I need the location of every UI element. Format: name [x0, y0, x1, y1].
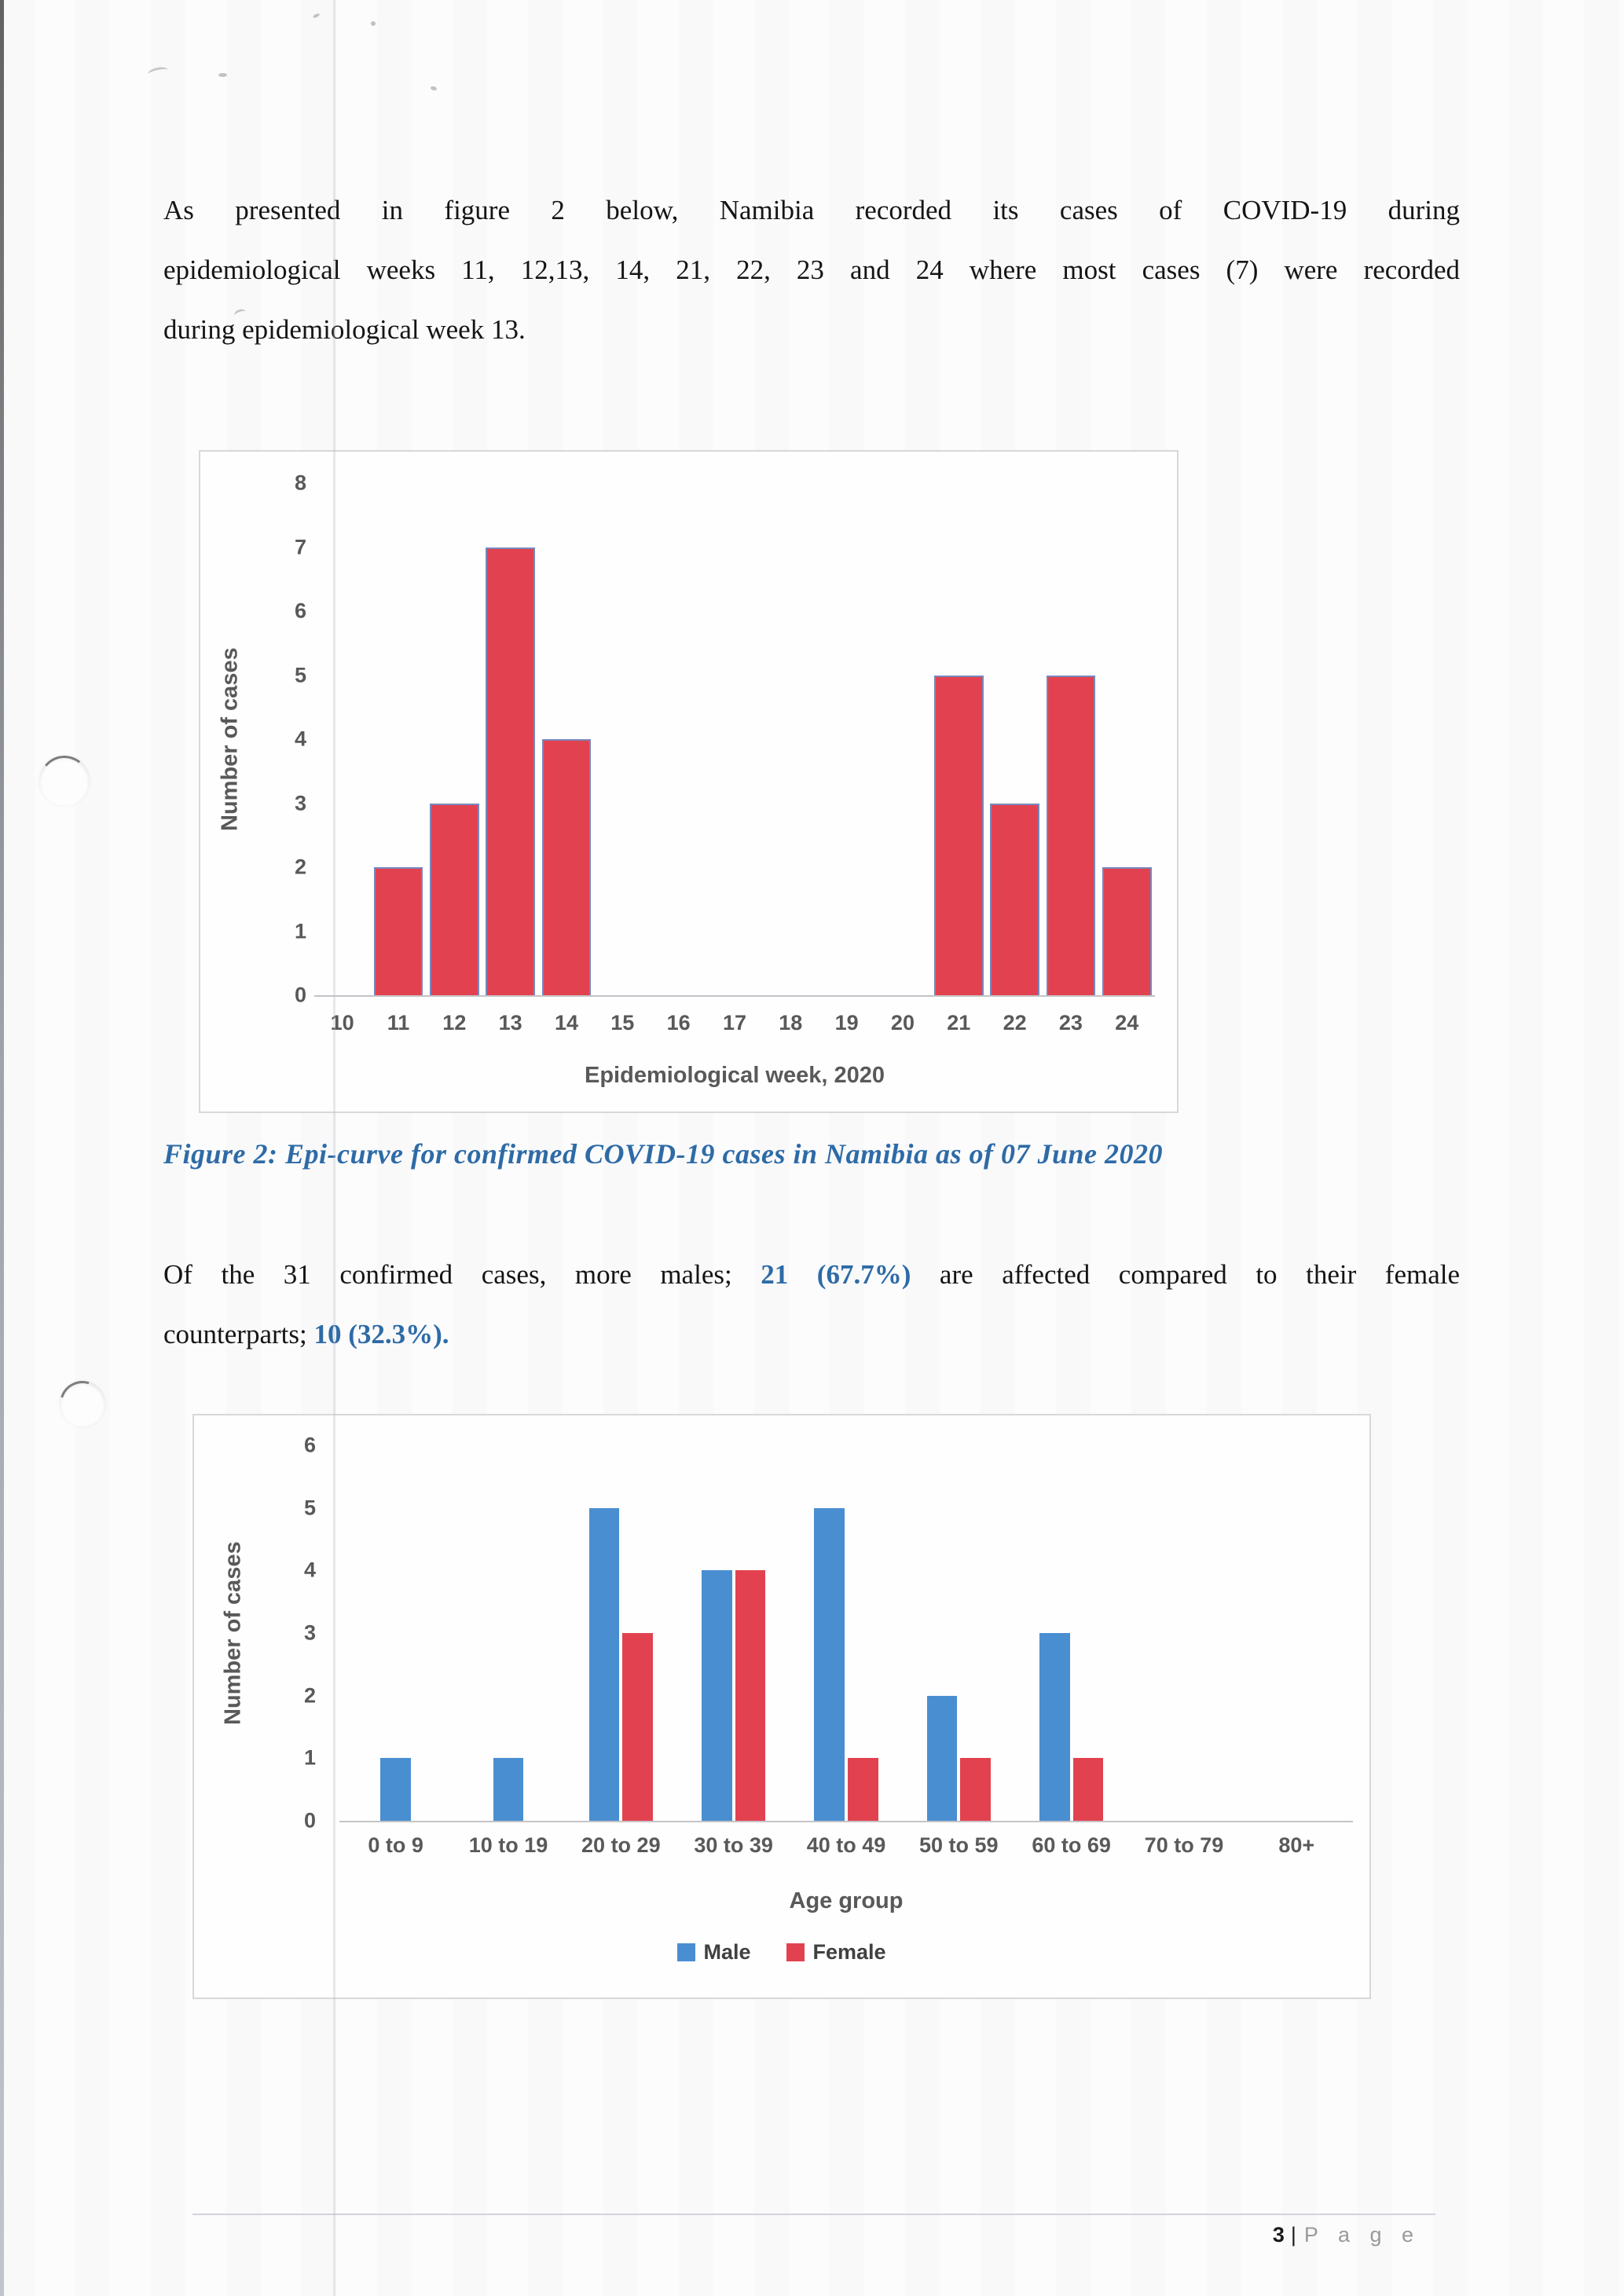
- scan-speck: [313, 13, 321, 18]
- y-tick-6: 6: [294, 599, 306, 623]
- bar-cases-11: [374, 867, 423, 995]
- category-slot-80+: [1241, 1445, 1353, 1821]
- text-segment: are affected compared to their female: [911, 1259, 1461, 1290]
- x-tick-70-to-79: 70 to 79: [1144, 1833, 1224, 1857]
- scan-speck: [430, 86, 437, 91]
- x-axis-ticks: [339, 1833, 1353, 1858]
- chart-legend: [194, 1940, 1369, 1965]
- category-slot-70 to 79: [1127, 1445, 1240, 1821]
- category-slot-50 to 59: [903, 1445, 1015, 1821]
- scan-line-artifact: [333, 0, 335, 2296]
- legend-label-female: Female: [812, 1940, 886, 1964]
- y-axis-ticks: [269, 1433, 316, 1833]
- plot-area: [314, 483, 1155, 997]
- bar-female-50-to-59: [960, 1758, 991, 1821]
- x-tick-13: 13: [498, 1011, 522, 1034]
- category-slot-10: [314, 483, 370, 995]
- text-segment: counterparts;: [163, 1319, 314, 1349]
- bar-cases-24: [1102, 867, 1152, 995]
- bar-male-20-to-29: [589, 1508, 620, 1821]
- y-tick-0: 0: [294, 983, 306, 1007]
- y-tick-4: 4: [303, 1558, 316, 1582]
- page-number: 3: [1272, 2223, 1285, 2247]
- x-tick-22: 22: [1003, 1011, 1027, 1034]
- bar-male-60-to-69: [1039, 1633, 1070, 1821]
- x-tick-50-to-59: 50 to 59: [919, 1833, 999, 1857]
- x-tick-18: 18: [779, 1011, 803, 1034]
- x-tick-20-to-29: 20 to 29: [581, 1833, 661, 1857]
- x-tick-10-to-19: 10 to 19: [468, 1833, 548, 1857]
- y-tick-3: 3: [303, 1620, 316, 1645]
- y-tick-2: 2: [303, 1683, 316, 1708]
- y-tick-3: 3: [294, 791, 306, 815]
- x-axis-title: Epidemiological week, 2020: [585, 1063, 885, 1088]
- x-tick-21: 21: [947, 1011, 971, 1034]
- paragraph-sex-distribution: [163, 1245, 1460, 1364]
- punch-hole-shadow: [52, 1373, 113, 1434]
- bar-cases-22: [990, 804, 1039, 996]
- bar-female-30-to-39: [735, 1570, 766, 1821]
- x-tick-15: 15: [610, 1011, 635, 1034]
- paragraph-line: epidemiological weeks 11, 12,13, 14, 21, 22, 23 and 24 where most cases (7) were recorded: [163, 255, 1460, 285]
- x-axis-title: Age group: [789, 1888, 904, 1913]
- punch-hole: [60, 1381, 105, 1426]
- paragraph-line: [163, 1305, 1460, 1364]
- bar-female-40-to-49: [848, 1758, 878, 1821]
- scan-edge-artifact: [0, 0, 4, 2296]
- x-tick-30-to-39: 30 to 39: [694, 1833, 773, 1857]
- bar-cases-14: [542, 739, 592, 995]
- x-tick-23: 23: [1058, 1011, 1083, 1034]
- male-stat: 21 (67.7%): [761, 1259, 911, 1290]
- punch-hole: [39, 756, 90, 806]
- footer-page-word: P a g e: [1303, 2223, 1421, 2247]
- x-tick-19: 19: [834, 1011, 859, 1034]
- y-tick-1: 1: [303, 1745, 316, 1770]
- y-tick-6: 6: [303, 1433, 316, 1457]
- x-axis-ticks: [314, 1011, 1155, 1035]
- category-slot-13: [482, 483, 538, 995]
- category-slot-17: [706, 483, 762, 995]
- paragraph-line: during epidemiological week 13.: [163, 314, 526, 345]
- category-slot-15: [595, 483, 651, 995]
- scan-speck: [371, 21, 376, 26]
- punch-hole-shadow: [37, 753, 92, 808]
- y-axis-title: Number of cases: [220, 1541, 246, 1725]
- paragraph-line: [163, 1245, 1460, 1305]
- x-tick-12: 12: [442, 1011, 467, 1034]
- y-tick-2: 2: [294, 855, 306, 879]
- legend-label-male: Male: [703, 1940, 751, 1964]
- category-slot-21: [931, 483, 987, 995]
- scan-speck: [218, 73, 227, 77]
- footer-rule: [192, 2214, 1435, 2215]
- y-tick-5: 5: [294, 663, 306, 687]
- bar-female-20-to-29: [622, 1633, 653, 1821]
- x-tick-14: 14: [554, 1011, 578, 1034]
- figure2-caption: Figure 2: Epi-curve for confirmed COVID-19 cases in Namibia as of 07 June 2020: [163, 1138, 1163, 1170]
- category-slot-40 to 49: [790, 1445, 902, 1821]
- legend-swatch-female: [786, 1943, 805, 1961]
- female-stat: 10 (32.3%).: [313, 1319, 449, 1349]
- bar-cases-21: [934, 676, 984, 996]
- y-tick-0: 0: [303, 1808, 316, 1833]
- x-tick-16: 16: [666, 1011, 691, 1034]
- y-tick-8: 8: [294, 471, 306, 495]
- legend-swatch-male: [677, 1943, 695, 1961]
- bar-male-10-to-19: [493, 1758, 524, 1821]
- category-slot-0 to 9: [339, 1445, 452, 1821]
- category-slot-23: [1043, 483, 1098, 995]
- bar-male-50-to-59: [927, 1696, 958, 1821]
- x-tick-10: 10: [330, 1011, 354, 1034]
- x-tick-80+: 80+: [1278, 1833, 1315, 1857]
- plot-area: [339, 1445, 1353, 1822]
- bar-cases-13: [486, 547, 535, 996]
- category-slot-12: [427, 483, 482, 995]
- category-slot-22: [987, 483, 1043, 995]
- y-tick-5: 5: [303, 1496, 316, 1520]
- legend-item-female: [786, 1940, 885, 1965]
- bar-male-0-to-9: [380, 1758, 411, 1821]
- category-slot-20: [874, 483, 930, 995]
- paragraph-line: As presented in figure 2 below, Namibia recorded its cases of COVID-19 during: [163, 195, 1460, 225]
- x-tick-0-to-9: 0 to 9: [368, 1833, 423, 1857]
- category-slot-14: [538, 483, 594, 995]
- category-slot-18: [763, 483, 819, 995]
- bar-female-60-to-69: [1073, 1758, 1104, 1821]
- category-slot-20 to 29: [565, 1445, 677, 1821]
- x-tick-60-to-69: 60 to 69: [1032, 1833, 1111, 1857]
- text-segment: Of the 31 confirmed cases, more males;: [163, 1259, 761, 1290]
- y-tick-7: 7: [294, 535, 306, 558]
- y-tick-1: 1: [294, 919, 306, 943]
- category-slot-19: [819, 483, 874, 995]
- scan-speck: [147, 65, 169, 79]
- x-tick-24: 24: [1115, 1011, 1139, 1034]
- x-tick-40-to-49: 40 to 49: [806, 1833, 886, 1857]
- bar-male-30-to-39: [702, 1570, 732, 1821]
- legend-item-male: [677, 1940, 750, 1965]
- category-slot-60 to 69: [1015, 1445, 1127, 1821]
- category-slot-16: [651, 483, 706, 995]
- x-tick-17: 17: [722, 1011, 746, 1034]
- category-slot-11: [370, 483, 426, 995]
- y-axis-title: Number of cases: [217, 647, 243, 831]
- x-tick-20: 20: [890, 1011, 915, 1034]
- x-tick-11: 11: [387, 1011, 410, 1034]
- y-axis-ticks: [259, 471, 306, 1007]
- figure2-epi-curve-chart: [199, 450, 1179, 1113]
- bar-male-40-to-49: [814, 1508, 845, 1821]
- category-slot-10 to 19: [452, 1445, 564, 1821]
- y-tick-4: 4: [294, 727, 306, 751]
- paragraph-intro: [163, 181, 1460, 360]
- page-footer: [1273, 2223, 1421, 2247]
- category-slot-30 to 39: [677, 1445, 790, 1821]
- category-slot-24: [1099, 483, 1155, 995]
- footer-separator: |: [1290, 2223, 1296, 2247]
- age-sex-distribution-chart: [192, 1414, 1371, 1999]
- bar-cases-12: [430, 804, 479, 996]
- bar-cases-23: [1047, 676, 1096, 996]
